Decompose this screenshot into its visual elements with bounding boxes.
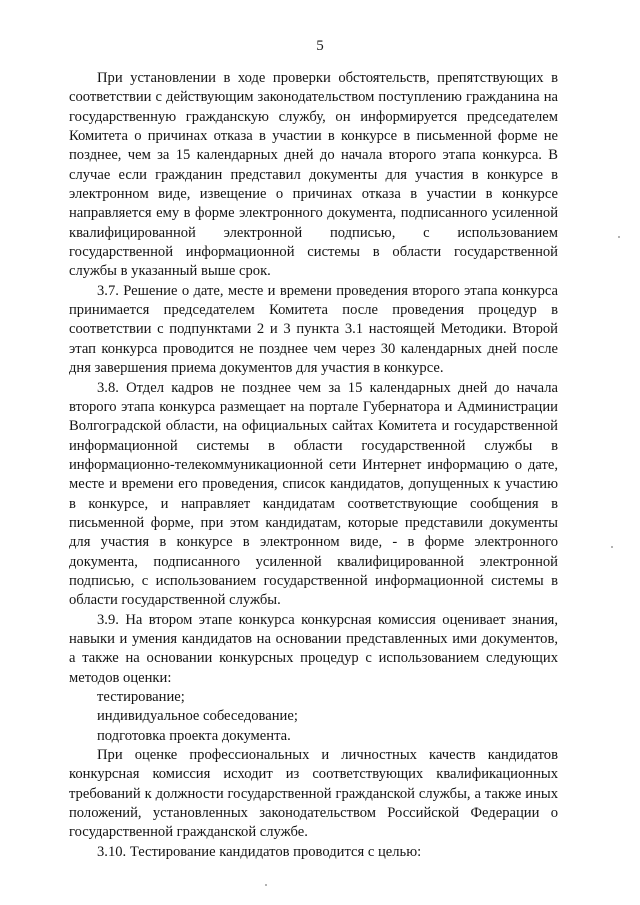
paragraph-3-7: 3.7. Решение о дате, месте и времени проведения второго этапа конкурса принимается председателем Комитета после проведения процедур в соответствии с подпунктами 2 и 3 пункта 3.1 настоящей Методики. Второй этап конкурса проводится не позднее чем через 30 календарных дней после дня завершения приема документов для участия в конкурсе. <box>69 282 558 377</box>
paragraph-3-10: 3.10. Тестирование кандидатов проводится с целью: <box>97 843 422 860</box>
paragraph-assessment-criteria: При оценке профессиональных и личностных качеств кандидатов конкурсная комиссия исходит из соответствующих квалификационных требований к должности государственной гражданской службы, а также иных положений, установленных законодательством Российской Федерации о государственной гражданской службе. <box>69 747 558 841</box>
method-item-testing: тестирование; <box>97 689 185 705</box>
paragraph-3-8: 3.8. Отдел кадров не позднее чем за 15 календарных дней до начала второго этапа конкурса размещает на портале Губернатора и Администрации Волгоградской области, на официальных сайтах Комитета и государственной информационной системы в области государственной службы в информационно-телекоммуникационной сети Интернет информацию о дате, месте и времени его проведения, список кандидатов, допущенных к участию в конкурсе, и направляет кандидатам соответствующие сообщения в письменной форме, при этом кандидатам, которые представили документы для участия в конкурсе в электронном виде, - в форме электронного документа, подписанного усиленной квалифицированной электронной подписью, с использованием государственной информационной системы в области государственной службы. <box>69 379 558 609</box>
page-number: 5 <box>316 38 324 54</box>
paragraph-3-9: 3.9. На втором этапе конкурса конкурсная комиссия оценивает знания, навыки и умения кандидатов на основании представленных ими документов, а также на основании конкурсных процедур с использованием следующих методов оценки: <box>69 611 558 686</box>
scan-speck <box>611 546 613 548</box>
method-item-document-draft: подготовка проекта документа. <box>97 727 291 744</box>
method-item-interview: индивидуальное собеседование; <box>97 708 298 725</box>
scan-speck <box>265 884 267 886</box>
paragraph-refusal-notice: При установлении в ходе проверки обстоятельств, препятствующих в соответствии с действующим законодательством поступлению гражданина на государственную гражданскую службу, он информируется председателем Комитета о причинах отказа в участии в конкурсе в письменной форме не позднее, чем за 15 календарных дней до начала второго этапа конкурса. В случае если гражданин представил документы для участия в конкурсе в электронном виде, извещение о причинах отказа в участии в конкурсе направляется ему в форме электронного документа, подписанного усиленной квалифицированной электронной подписью, с использованием государственной информационной системы в области государственной службы в указанный выше срок. <box>69 70 558 280</box>
document-body <box>69 69 558 862</box>
scan-speck <box>618 236 620 238</box>
